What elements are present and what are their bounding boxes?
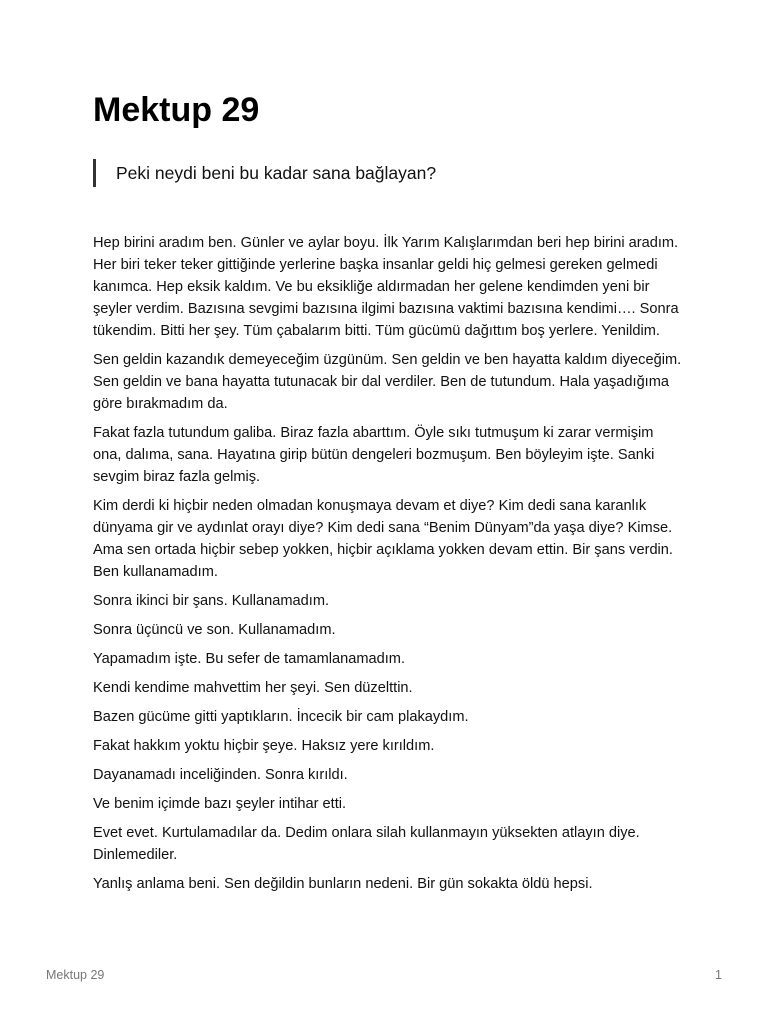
footer-page-number: 1: [715, 968, 722, 982]
paragraph: Yapamadım işte. Bu sefer de tamamlanamadım.: [93, 651, 406, 667]
paragraph: Fakat fazla tutundum galiba. Biraz fazla abarttım. Öyle sıkı tutmuşum ki zarar vermişim ona, dalıma, sana. Hayatına girip bütün dengeleri bozmuşum. Ben böyleyim işte. Sanki sevgim biraz fazla gelmiş.: [93, 425, 655, 485]
paragraph: Dayanamadı inceliğinden. Sonra kırıldı.: [93, 767, 348, 783]
paragraph: Hep birini aradım ben. Günler ve aylar boyu. İlk Yarım Kalışlarımdan beri hep birini aradım. Her biri teker teker gittiğinde yerlerine başka insanlar geldi hiç gelmesi gereken gelmedi kanımca. Hep eksik kaldım. Ve bu eksikliğe aldırmadan her gelene kendimden yeni bir şeyler verdim. Bazısına sevgimi bazısına ilgimi bazısına vaktimi bazısına kendimi…. Sonra tükendim. Bitti her şey. Tüm çabalarım bitti. Tüm gücümü dağıttım boş yerlere. Yenildim.: [93, 235, 679, 339]
paragraph: Sonra üçüncü ve son. Kullanamadım.: [93, 622, 336, 638]
paragraph: Evet evet. Kurtulamadılar da. Dedim onlara silah kullanmayın yüksekten atlayın diye. Dinlemediler.: [93, 825, 640, 863]
paragraph: Fakat hakkım yoktu hiçbir şeye. Haksız yere kırıldım.: [93, 738, 435, 754]
paragraph: Kendi kendime mahvettim her şeyi. Sen düzelttin.: [93, 680, 413, 696]
page-title: Mektup 29: [93, 91, 260, 129]
paragraph: Sen geldin kazandık demeyeceğim üzgünüm. Sen geldin ve ben hayatta kaldım diyeceğim. Sen geldin ve bana hayatta tutunacak bir dal verdiler. Ben de tutundum. Hala yaşadığıma göre bırakmadım da.: [93, 352, 682, 412]
footer-title: Mektup 29: [46, 968, 105, 982]
pull-quote: Peki neydi beni bu kadar sana bağlayan?: [93, 159, 696, 187]
paragraph: Yanlış anlama beni. Sen değildin bunların nedeni. Bir gün sokakta öldü hepsi.: [93, 876, 593, 892]
letter-body: [93, 232, 683, 902]
paragraph: Kim derdi ki hiçbir neden olmadan konuşmaya devam et diye? Kim dedi sana karanlık dünyama gir ve aydınlat orayı diye? Kim dedi sana “Benim Dünyam”da yaşa diye? Kimse. Ama sen ortada hiçbir sebep yokken, hiçbir açıklama yokken devam ettin. Bir şans verdin. Ben kullanamadım.: [93, 498, 673, 580]
paragraph: Sonra ikinci bir şans. Kullanamadım.: [93, 593, 330, 609]
paragraph: Bazen gücüme gitti yaptıkların. İncecik bir cam plakaydım.: [93, 709, 469, 725]
paragraph: Ve benim içimde bazı şeyler intihar etti.: [93, 796, 347, 812]
